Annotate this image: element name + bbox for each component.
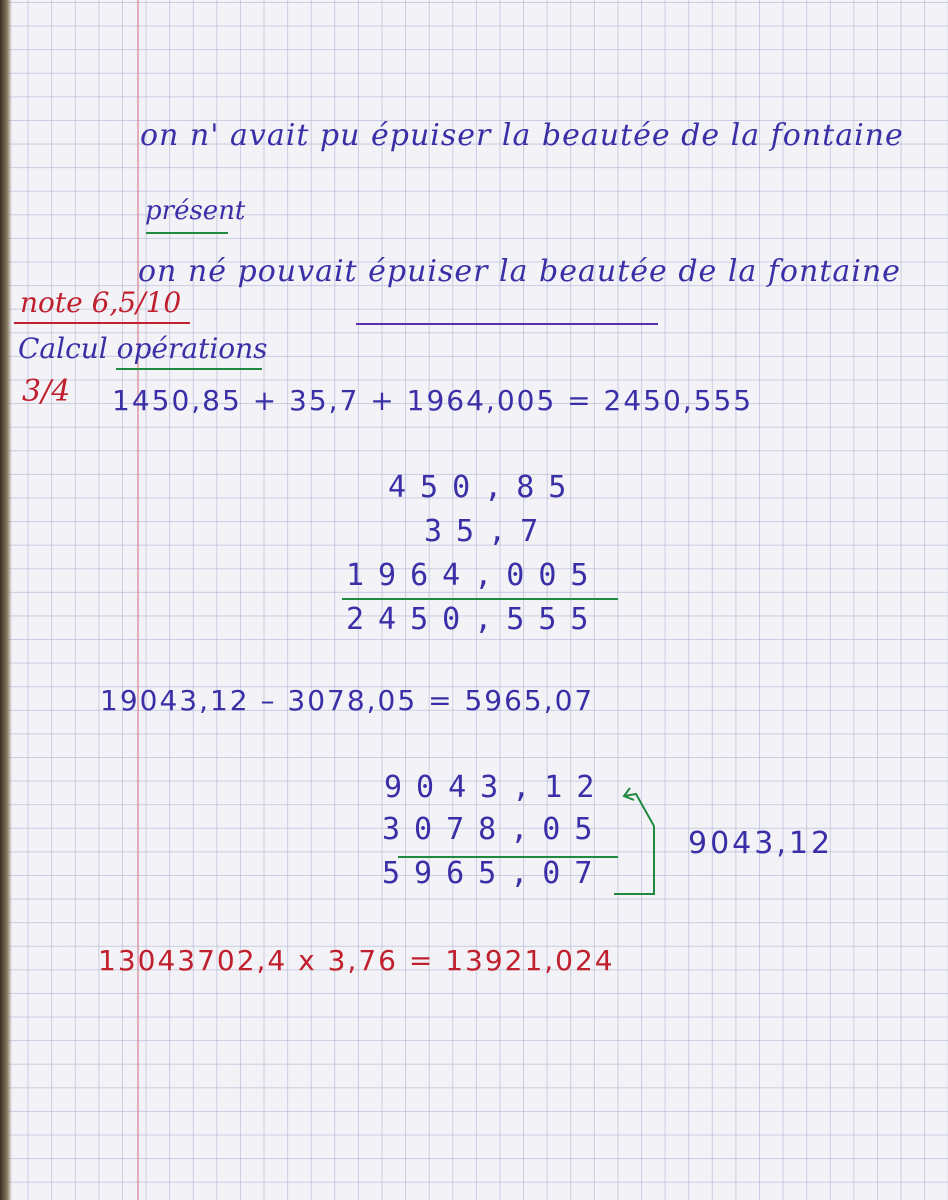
subtraction-row: 3078,05: [382, 812, 607, 847]
addition-row: 450,85: [388, 470, 581, 505]
sentence-present: on né pouvait épuiser la beautée de la fontaine: [138, 254, 901, 289]
grade-underline: [14, 320, 194, 326]
subtraction-check: 9043,12: [688, 826, 834, 861]
tense-label: présent: [145, 196, 246, 226]
separator-rule: [356, 320, 662, 328]
subtraction-row: 9043,12: [384, 770, 609, 805]
margin-line: [137, 0, 139, 1200]
grade: note 6,5/10: [20, 286, 182, 319]
section-title: Calcul opérations: [18, 332, 268, 365]
addition-row: 1964,005: [346, 558, 603, 593]
multiplication-equation: 13043702,4 x 3,76 = 13921,024: [98, 944, 615, 977]
tense-underline: [146, 230, 230, 236]
sentence-past: on n' avait pu épuiser la beautée de la fontaine: [140, 118, 904, 153]
section-underline: [116, 366, 266, 372]
addition-row: 35,7: [424, 514, 553, 549]
notebook-binding: [0, 0, 12, 1200]
subtraction-row: 5965,07: [382, 856, 607, 891]
subtraction-equation: 19043,12 – 3078,05 = 5965,07: [100, 684, 595, 717]
section-score: 3/4: [22, 374, 71, 409]
check-bracket: [600, 776, 680, 906]
addition-row: 2450,555: [346, 602, 603, 637]
addition-equation: 1450,85 + 35,7 + 1964,005 = 2450,555: [112, 384, 754, 417]
